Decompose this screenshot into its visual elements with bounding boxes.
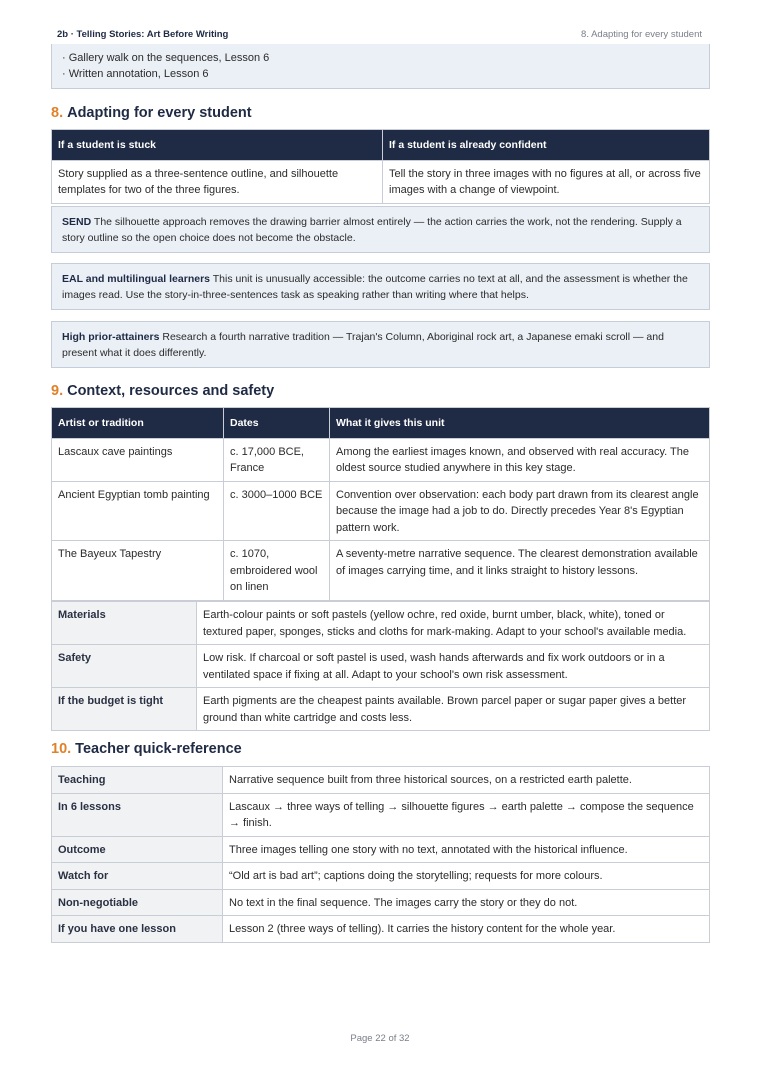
table-row — [52, 916, 710, 943]
table-row — [52, 688, 710, 731]
table-cell: Lascaux → three ways of telling → silhouette figures → earth palette → compose the sequence → finish. — [223, 793, 710, 836]
table-cell: Convention over observation: each body part drawn from its clearest angle because the image had a job to do. Directly precedes Year 8's Egyptian pattern work. — [330, 481, 710, 541]
table-row — [52, 863, 710, 890]
page-number: Page 22 of 32 — [350, 1033, 410, 1044]
table-cell: Ancient Egyptian tomb painting — [52, 481, 224, 541]
running-header — [51, 27, 710, 45]
assessment-list-callout — [51, 44, 710, 89]
row-label: Outcome — [52, 836, 223, 863]
table-row — [52, 602, 710, 645]
quick-reference-table — [51, 766, 710, 943]
table-cell: c. 3000–1000 BCE — [224, 481, 330, 541]
eal-note — [51, 263, 710, 310]
table-row — [52, 767, 710, 794]
table-row — [52, 645, 710, 688]
column-header: Dates — [224, 408, 330, 439]
section-heading-10 — [51, 741, 242, 757]
column-header: What it gives this unit — [330, 408, 710, 439]
note-text: This unit is unusually accessible: the outcome carries no text at all, and the assessment is whether the images read. Use the story-in-three-sentences task as speaking rather than writing where that helps. — [62, 273, 688, 301]
resources-table — [51, 601, 710, 731]
section-title: Context, resources and safety — [67, 383, 275, 399]
table-cell: Among the earliest images known, and observed with real accuracy. The oldest source studied anywhere in this key stage. — [330, 438, 710, 481]
note-label: SEND — [62, 216, 92, 228]
note-label: High prior-attainers — [62, 331, 160, 343]
column-header: If a student is already confident — [383, 130, 710, 161]
row-label: If you have one lesson — [52, 916, 223, 943]
table-cell: Three images telling one story with no text, annotated with the historical influence. — [223, 836, 710, 863]
table-cell: Low risk. If charcoal or soft pastel is used, wash hands afterwards and fix work outdoors or in a ventilated space if fixing at all. Adapt to your school's own risk assessment. — [197, 645, 710, 688]
adapting-table — [51, 129, 710, 204]
table-cell: Earth-colour paints or soft pastels (yellow ochre, red oxide, burnt umber, black, white), toned or textured paper, sponges, sticks and cloths for mark-making. Adapt to your school's available media. — [197, 602, 710, 645]
table-row — [52, 793, 710, 836]
section-heading-8 — [51, 105, 252, 121]
row-label: Teaching — [52, 767, 223, 794]
section-heading-9 — [51, 383, 274, 399]
section-title: Adapting for every student — [67, 105, 252, 121]
table-cell: Tell the story in three images with no figures at all, or across five images with a change of viewpoint. — [383, 160, 710, 203]
table-row — [52, 836, 710, 863]
column-header: Artist or tradition — [52, 408, 224, 439]
row-label: Watch for — [52, 863, 223, 890]
section-number: 8. — [51, 105, 64, 121]
row-label: In 6 lessons — [52, 793, 223, 836]
table-cell: Earth pigments are the cheapest paints available. Brown parcel paper or sugar paper gives a better ground than white cartridge and costs less. — [197, 688, 710, 731]
table-cell: A seventy-metre narrative sequence. The clearest demonstration available of images carrying time, and it links straight to history lessons. — [330, 541, 710, 601]
current-section: 8. Adapting for every student — [581, 29, 702, 40]
row-label: Safety — [52, 645, 197, 688]
table-cell: The Bayeux Tapestry — [52, 541, 224, 601]
section-title: Teacher quick-reference — [75, 741, 242, 757]
table-row — [52, 481, 710, 541]
sources-table — [51, 407, 710, 601]
table-row — [52, 160, 710, 203]
table-cell: c. 17,000 BCE, France — [224, 438, 330, 481]
list-item: · Written annotation, Lesson 6 — [62, 68, 209, 80]
table-cell: Lascaux cave paintings — [52, 438, 224, 481]
row-label: If the budget is tight — [52, 688, 197, 731]
table-cell: Narrative sequence built from three historical sources, on a restricted earth palette. — [223, 767, 710, 794]
row-label: Non-negotiable — [52, 889, 223, 916]
table-row — [52, 541, 710, 601]
table-cell: Lesson 2 (three ways of telling). It carries the history content for the whole year. — [223, 916, 710, 943]
table-cell: No text in the final sequence. The images carry the story or they do not. — [223, 889, 710, 916]
note-text: The silhouette approach removes the drawing barrier almost entirely — the action carries the work, not the rendering. Supply a story outline so the open choice does not become the obstacle. — [62, 216, 682, 244]
row-label: Materials — [52, 602, 197, 645]
document-title: 2b · Telling Stories: Art Before Writing — [57, 29, 229, 40]
list-item: · Gallery walk on the sequences, Lesson 6 — [62, 52, 270, 64]
section-number: 10. — [51, 741, 72, 757]
send-note — [51, 206, 710, 253]
note-text: Research a fourth narrative tradition — Trajan's Column, Aboriginal rock art, a Japanese emaki scroll — and present what it does differently. — [62, 331, 664, 359]
table-cell: “Old art is bad art”; captions doing the storytelling; requests for more colours. — [223, 863, 710, 890]
table-cell: Story supplied as a three-sentence outline, and silhouette templates for two of the three figures. — [52, 160, 383, 203]
note-label: EAL and multilingual learners — [62, 273, 211, 285]
high-attainers-note — [51, 321, 710, 368]
column-header: If a student is stuck — [52, 130, 383, 161]
section-number: 9. — [51, 383, 64, 399]
table-row — [52, 889, 710, 916]
table-cell: c. 1070, embroidered wool on linen — [224, 541, 330, 601]
table-row — [52, 438, 710, 481]
